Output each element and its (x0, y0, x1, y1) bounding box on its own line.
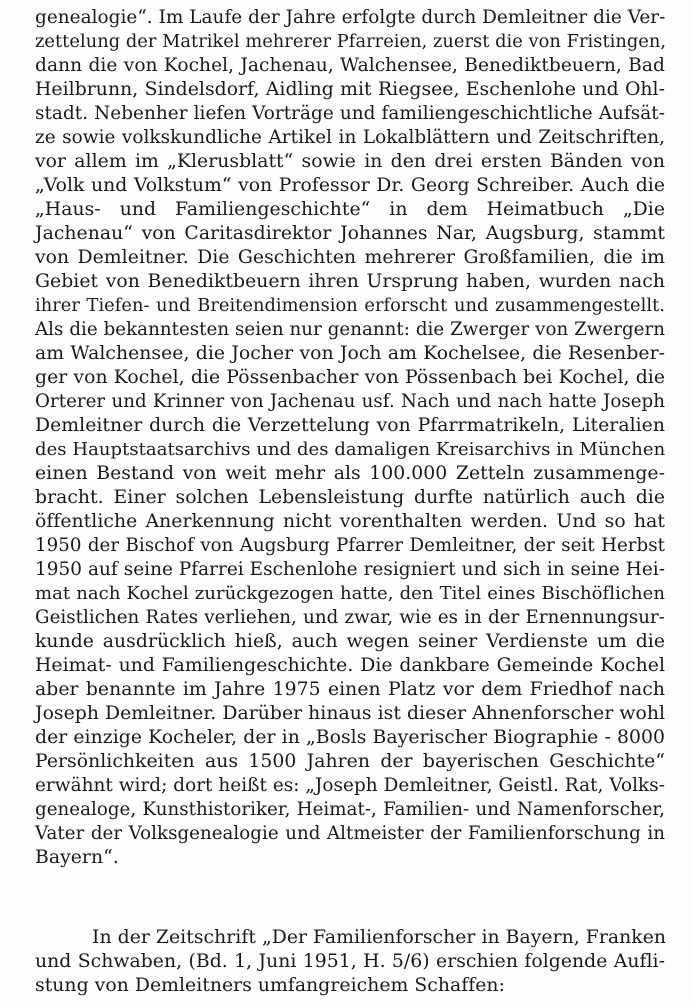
text-line: „Volk und Volkstum“ von Professor Dr. Georg Schreiber. Auch die (35, 175, 665, 196)
text-line: stung von Demleitners umfangreichem Schaffen: (35, 975, 505, 996)
text-line: einen Bestand von weit mehr als 100.000 Zetteln zusammenge- (35, 463, 665, 484)
text-line: ger von Kochel, die Pössenbacher von Pössenbach bei Kochel, die (35, 367, 665, 388)
text-line: und Schwaben, (Bd. 1, Juni 1951, H. 5/6) erschien folgende Aufli- (35, 951, 665, 972)
text-line: Jachenau“ von Caritasdirektor Johannes Nar, Augsburg, stammt (35, 223, 665, 244)
text-line: 1950 der Bischof von Augsburg Pfarrer Demleitner, der seit Herbst (35, 535, 665, 556)
text-line: der einzige Kocheler, der in „Bosls Bayerischer Biographie - 8000 (35, 727, 665, 748)
text-line: stadt. Nebenher liefen Vorträge und familiengeschichtliche Aufsät- (35, 103, 665, 124)
text-line: Heilbrunn, Sindelsdorf, Aidling mit Riegsee, Eschenlohe und Ohl- (35, 79, 665, 100)
text-line: mat nach Kochel zurückgezogen hatte, den Titel eines Bischöflichen (35, 583, 665, 604)
text-line: ihrer Tiefen- und Breitendimension erforscht und zusammengestellt. (35, 295, 665, 316)
text-line: Als die bekanntesten seien nur genannt: die Zwerger von Zwergern (35, 319, 665, 340)
text-line: Gebiet von Benediktbeuern ihren Ursprung haben, wurden nach (35, 271, 665, 292)
text-line: 1950 auf seine Pfarrei Eschenlohe resigniert und sich in seine Hei- (35, 559, 665, 580)
text-line: aber benannte im Jahre 1975 einen Platz vor dem Friedhof nach (35, 679, 665, 700)
text-line: Geistlichen Rates verliehen, und zwar, wie es in der Ernennungsur- (35, 607, 665, 628)
text-line: dann die von Kochel, Jachenau, Walchensee, Benediktbeuern, Bad (35, 55, 665, 76)
text-line: Persönlichkeiten aus 1500 Jahren der bayerischen Geschichte“ (35, 751, 665, 772)
text-line: „Haus- und Familiengeschichte“ in dem Heimatbuch „Die (35, 199, 665, 220)
text-line: erwähnt wird; dort heißt es: „Joseph Demleitner, Geistl. Rat, Volks- (35, 775, 665, 796)
text-line: genealoge, Kunsthistoriker, Heimat-, Familien- und Namenforscher, (35, 799, 665, 820)
text-line: Heimat- und Familiengeschichte. Die dankbare Gemeinde Kochel (35, 655, 665, 676)
text-line: vor allem im „Klerusblatt“ sowie in den drei ersten Bänden von (35, 151, 665, 172)
text-line: Demleitner durch die Verzettelung von Pfarrmatrikeln, Literalien (35, 415, 665, 436)
text-line: Orterer und Krinner von Jachenau usf. Nach und nach hatte Joseph (35, 391, 665, 412)
text-line: Joseph Demleitner. Darüber hinaus ist dieser Ahnenforscher wohl (35, 703, 666, 724)
text-line: bracht. Einer solchen Lebensleistung durfte natürlich auch die (35, 487, 665, 508)
text-line: Bayern“. (35, 847, 119, 868)
text-line: am Walchensee, die Jocher von Joch am Kochelsee, die Resenber- (35, 343, 665, 364)
text-line: öffentliche Anerkennung nicht vorenthalten werden. Und so hat (35, 511, 665, 532)
text-line: In der Zeitschrift „Der Familienforscher in Bayern, Franken (92, 927, 667, 948)
text-line: des Hauptstaatsarchivs und des damaligen Kreisarchivs in München (35, 439, 666, 460)
text-line: ze sowie volkskundliche Artikel in Lokalblättern und Zeitschriften, (35, 127, 665, 148)
text-line: genealogie“. Im Laufe der Jahre erfolgte durch Demleitner die Ver- (35, 7, 666, 28)
text-line: von Demleitner. Die Geschichten mehrerer Großfamilien, die im (35, 247, 665, 268)
text-line: Vater der Volksgenealogie und Altmeister der Familienforschung in (35, 823, 665, 844)
text-line: zettelung der Matrikel mehrerer Pfarreien, zuerst die von Fristingen, (35, 31, 667, 52)
text-line: kunde ausdrücklich hieß, auch wegen seiner Verdienste um die (35, 631, 665, 652)
